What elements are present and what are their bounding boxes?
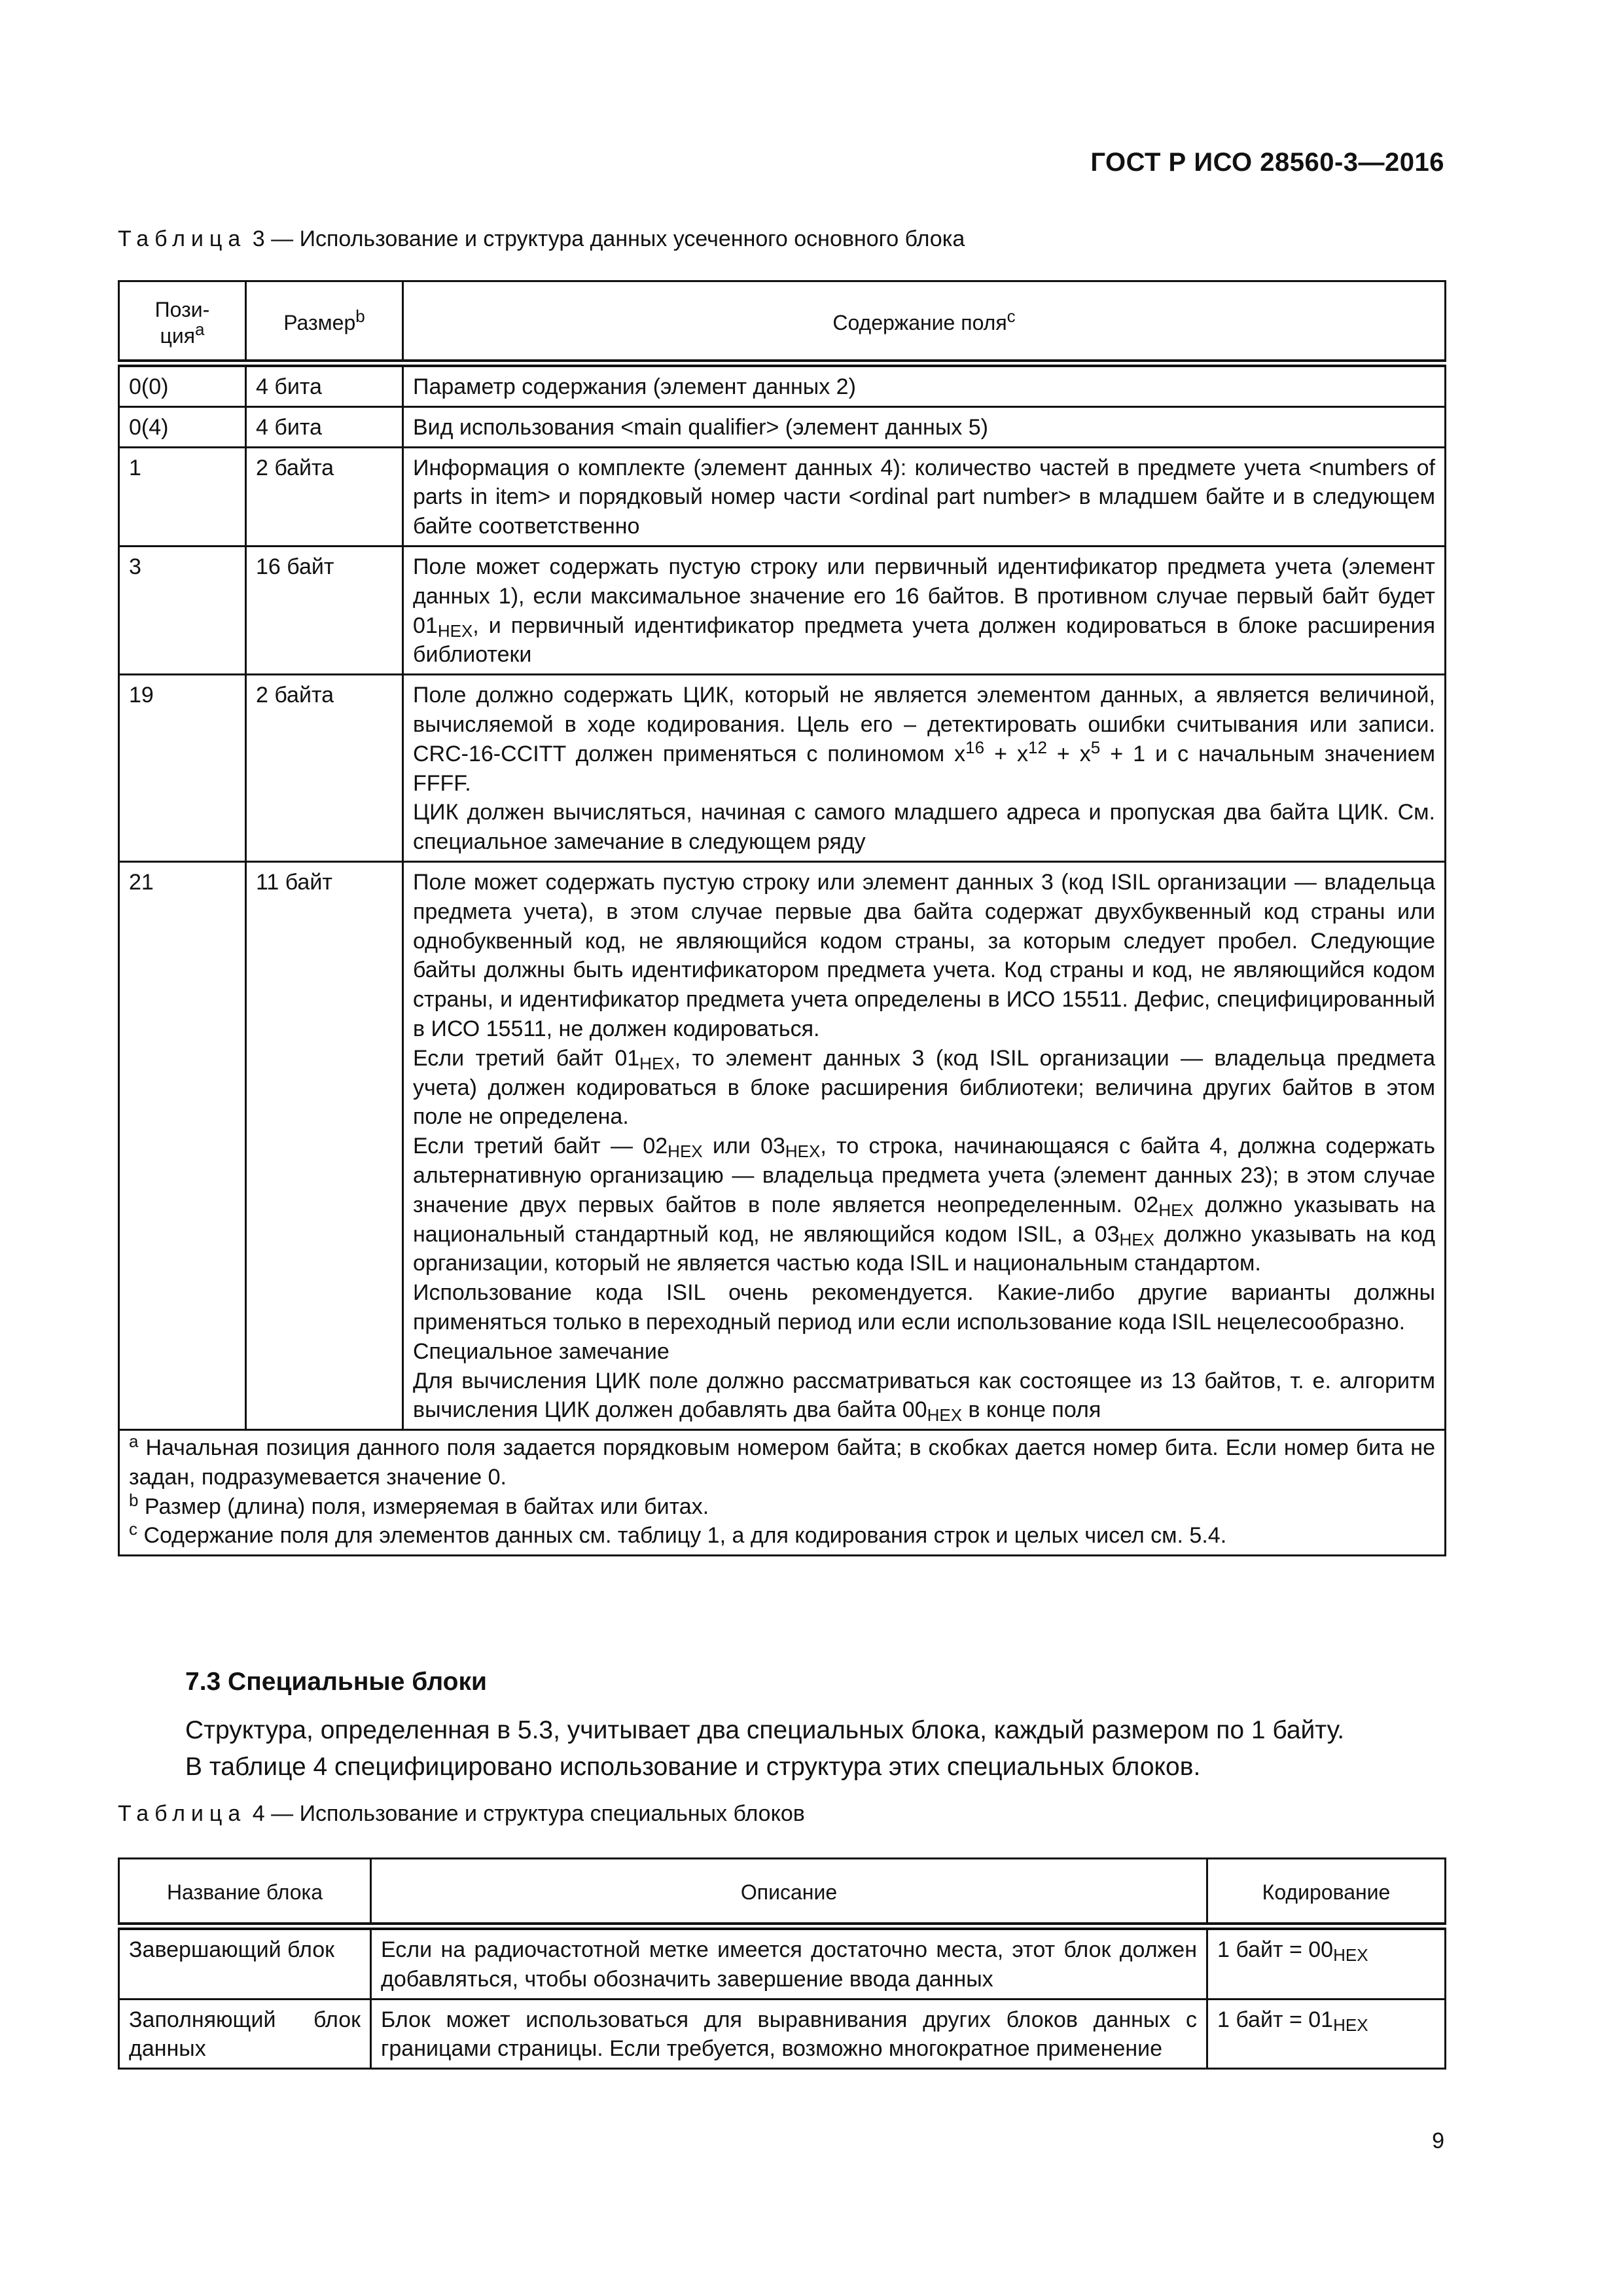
footnote — [129, 1433, 1435, 1492]
text-run: должно указывать на код организации, который не является частью кода ISIL и национальным стандартом. — [413, 1221, 1435, 1276]
table4 — [118, 1857, 1446, 2070]
cell-position: 3 — [119, 546, 246, 674]
cell-content: Параметр содержания (элемент данных 2) — [403, 363, 1446, 406]
cell-position: 19 — [119, 675, 246, 862]
hex-subscript: HEX — [1333, 2015, 1368, 2035]
paragraph — [413, 1132, 1435, 1278]
footnote — [129, 1492, 1435, 1522]
table-row — [119, 675, 1446, 862]
table4-caption-text: 4 — Использование и структура специальных блоков — [252, 1801, 805, 1826]
footnote-text: Размер (длина) поля, измеряемая в байтах или битах. — [138, 1494, 709, 1519]
hex-subscript: HEX — [639, 1053, 675, 1073]
section-title: 7.3 Специальные блоки — [185, 1668, 487, 1696]
footnote-text: Начальная позиция данного поля задается порядковым номером байта; в скобках дается номер бита. Если номер бита не задан, подразумевается значение 0. — [129, 1435, 1435, 1490]
cell-coding — [1207, 1926, 1446, 1999]
table3-col-size — [246, 281, 403, 364]
table-row — [119, 1926, 1446, 1999]
hex-subscript: HEX — [1119, 1229, 1154, 1249]
text-run: Поле может содержать пустую строку или первичный идентификатор предмета учета (элемент данных 1), если максимальное значение его 16 байтов. В противном случае первый байт будет 01 — [413, 554, 1435, 638]
cell-description: Если на радиочастотной метке имеется достаточно места, этот блок должен добавляться, чтобы обозначить завершение ввода данных — [371, 1926, 1207, 1999]
cell-block-name: Завершающий блок — [119, 1926, 371, 1999]
table4-col-coding: Кодирование — [1207, 1859, 1446, 1927]
exponent: 5 — [1090, 737, 1101, 757]
hex-subscript: HEX — [1158, 1200, 1194, 1220]
table3-footnotes-row — [119, 1430, 1446, 1556]
footnote-mark: c — [129, 1519, 137, 1539]
cell-position: 21 — [119, 861, 246, 1429]
footnote-text: Содержание поля для элементов данных см. таблицу 1, а для кодирования строк и целых чисел см. 5.4. — [137, 1523, 1227, 1549]
footnote-mark: b — [129, 1490, 139, 1510]
table-row — [119, 861, 1446, 1429]
table4-col-name: Название блока — [119, 1859, 371, 1927]
text-run: должно указывать на национальный стандартный код, не являющийся кодом ISIL, а 03 — [413, 1192, 1435, 1247]
exponent: 16 — [965, 737, 985, 757]
text-run: Поле должно содержать ЦИК, который не является элементом данных, а является величиной, вычисляемой в ходе кодирования. Цель его – детектировать ошибки считывания или записи. CRC-16-CCITT должен применяться с полиномом x — [413, 683, 1435, 766]
text-run: , и первичный идентификатор предмета учета должен кодироваться в блоке расширения библиотеки — [413, 613, 1435, 668]
table3-footnotes — [119, 1430, 1446, 1556]
cell-coding — [1207, 1999, 1446, 2069]
table3-col-position — [119, 281, 246, 364]
cell-position: 0(4) — [119, 406, 246, 447]
special-note-heading: Специальное замечание — [413, 1338, 669, 1364]
cell-block-name: Заполняющий блок данных — [119, 1999, 371, 2069]
text-run: 1 байт = 00 — [1217, 1937, 1334, 1962]
col-content-label: Содержание поля — [832, 311, 1007, 334]
text-run: , то строка, начинающаяся с байта 4, должна содержать альтернативную организацию — владельца предмета учета (элемент данных 23); в этом случае значение двух первых байтов в поле является неопределенным. 02 — [413, 1134, 1436, 1217]
col-position-footnote-mark: a — [195, 319, 205, 339]
table4-caption-word: Таблица — [118, 1801, 247, 1826]
hex-subscript: HEX — [437, 620, 473, 641]
table4-col-description: Описание — [371, 1859, 1207, 1927]
table4-header-row — [119, 1859, 1446, 1927]
paragraph: ЦИК должен вычисляться, начиная с самого младшего адреса и пропуская два байта ЦИК. См. специальное замечание в следующем ряду — [413, 800, 1435, 855]
hex-subscript: HEX — [668, 1141, 703, 1162]
cell-size: 4 бита — [246, 363, 403, 406]
table3-header-row — [119, 281, 1446, 364]
table3-caption-text: 3 — Использование и структура данных усеченного основного блока — [252, 226, 965, 251]
footnote — [129, 1521, 1435, 1551]
paragraph — [413, 681, 1435, 798]
col-position-line2: ция — [160, 324, 196, 348]
text-run: + 1 и с начальным значением FFFF. — [413, 741, 1436, 796]
hex-subscript: HEX — [927, 1405, 963, 1426]
text-run: или 03 — [702, 1134, 785, 1159]
exponent: 12 — [1027, 737, 1047, 757]
table3-caption-word: Таблица — [118, 226, 247, 251]
cell-content: Информация о комплекте (элемент данных 4): количество частей в предмете учета <numbers of parts in item> и порядковый номер части <ordinal part number> в младшем байте и в следующем байте соответственно — [403, 447, 1446, 546]
text-run: 1 байт = 01 — [1217, 2007, 1334, 2032]
cell-size: 16 байт — [246, 546, 403, 674]
cell-size: 2 байта — [246, 675, 403, 862]
table3-caption — [118, 226, 965, 252]
page-number: 9 — [1432, 2128, 1444, 2153]
text-run: + x — [1046, 741, 1091, 766]
col-content-footnote-mark: c — [1007, 306, 1016, 326]
hex-subscript: HEX — [1333, 1945, 1368, 1965]
table-row — [119, 546, 1446, 674]
text-run: Для вычисления ЦИК поле должно рассматриваться как состоящее из 13 байтов, т. е. алгоритм вычисления ЦИК должен добавлять два байта 00 — [413, 1368, 1435, 1423]
paragraph — [413, 1367, 1435, 1426]
table4-caption — [118, 1801, 805, 1827]
table-row — [119, 1999, 1446, 2069]
cell-content — [403, 546, 1446, 674]
body-line: Структура, определенная в 5.3, учитывает два специальных блока, каждый размером по 1 байту. — [185, 1716, 1345, 1744]
text-run: + x — [984, 741, 1028, 766]
cell-size: 2 байта — [246, 447, 403, 546]
table3 — [118, 280, 1446, 1556]
table-row — [119, 363, 1446, 406]
cell-position: 1 — [119, 447, 246, 546]
hex-subscript: HEX — [785, 1141, 821, 1162]
cell-content — [403, 675, 1446, 862]
table-row — [119, 406, 1446, 447]
cell-size: 11 байт — [246, 861, 403, 1429]
paragraph — [413, 1044, 1435, 1132]
text-run: , то элемент данных 3 (код ISIL организации — владельца предмета учета) должен кодироваться в блоке расширения библиотеки; величина других байтов в этом поле не определена. — [413, 1045, 1435, 1130]
col-size-label: Размер — [283, 311, 356, 334]
paragraph: Использование кода ISIL очень рекомендуется. Какие-либо другие варианты должны применяться только в переходный период или если использование кода ISIL нецелесообразно. — [413, 1280, 1435, 1335]
footnote-mark: a — [129, 1431, 139, 1452]
text-run: Если третий байт 01 — [413, 1045, 640, 1071]
cell-size: 4 бита — [246, 406, 403, 447]
col-position-line1: Пози- — [154, 298, 210, 321]
cell-content — [403, 861, 1446, 1429]
cell-position: 0(0) — [119, 363, 246, 406]
col-size-footnote-mark: b — [355, 306, 365, 326]
document-code-header: ГОСТ Р ИСО 28560-3—2016 — [1090, 148, 1444, 177]
section-body — [185, 1712, 1444, 1785]
paragraph: Поле может содержать пустую строку или элемент данных 3 (код ISIL организации — владельца предмета учета), в этом случае первые два байта содержат двухбуквенный код страны или однобуквенный код, не являющийся кодом страны, за которым следует пробел. Следующие байты должны быть идентификатором предмета учета. Код страны и код, не являющийся кодом страны, и идентификатор предмета учета определены в ИСО 15511. Дефис, специфицированный в ИСО 15511, не должен кодироваться. — [413, 869, 1435, 1041]
cell-description: Блок может использоваться для выравнивания других блоков данных с границами страницы. Если требуется, возможно многократное применение — [371, 1999, 1207, 2069]
text-run: Если третий байт — 02 — [413, 1134, 668, 1159]
table3-col-content — [403, 281, 1446, 364]
body-line: В таблице 4 специфицировано использование и структура этих специальных блоков. — [185, 1753, 1201, 1781]
table-row — [119, 447, 1446, 546]
cell-content: Вид использования <main qualifier> (элемент данных 5) — [403, 406, 1446, 447]
text-run: в конце поля — [962, 1397, 1101, 1423]
